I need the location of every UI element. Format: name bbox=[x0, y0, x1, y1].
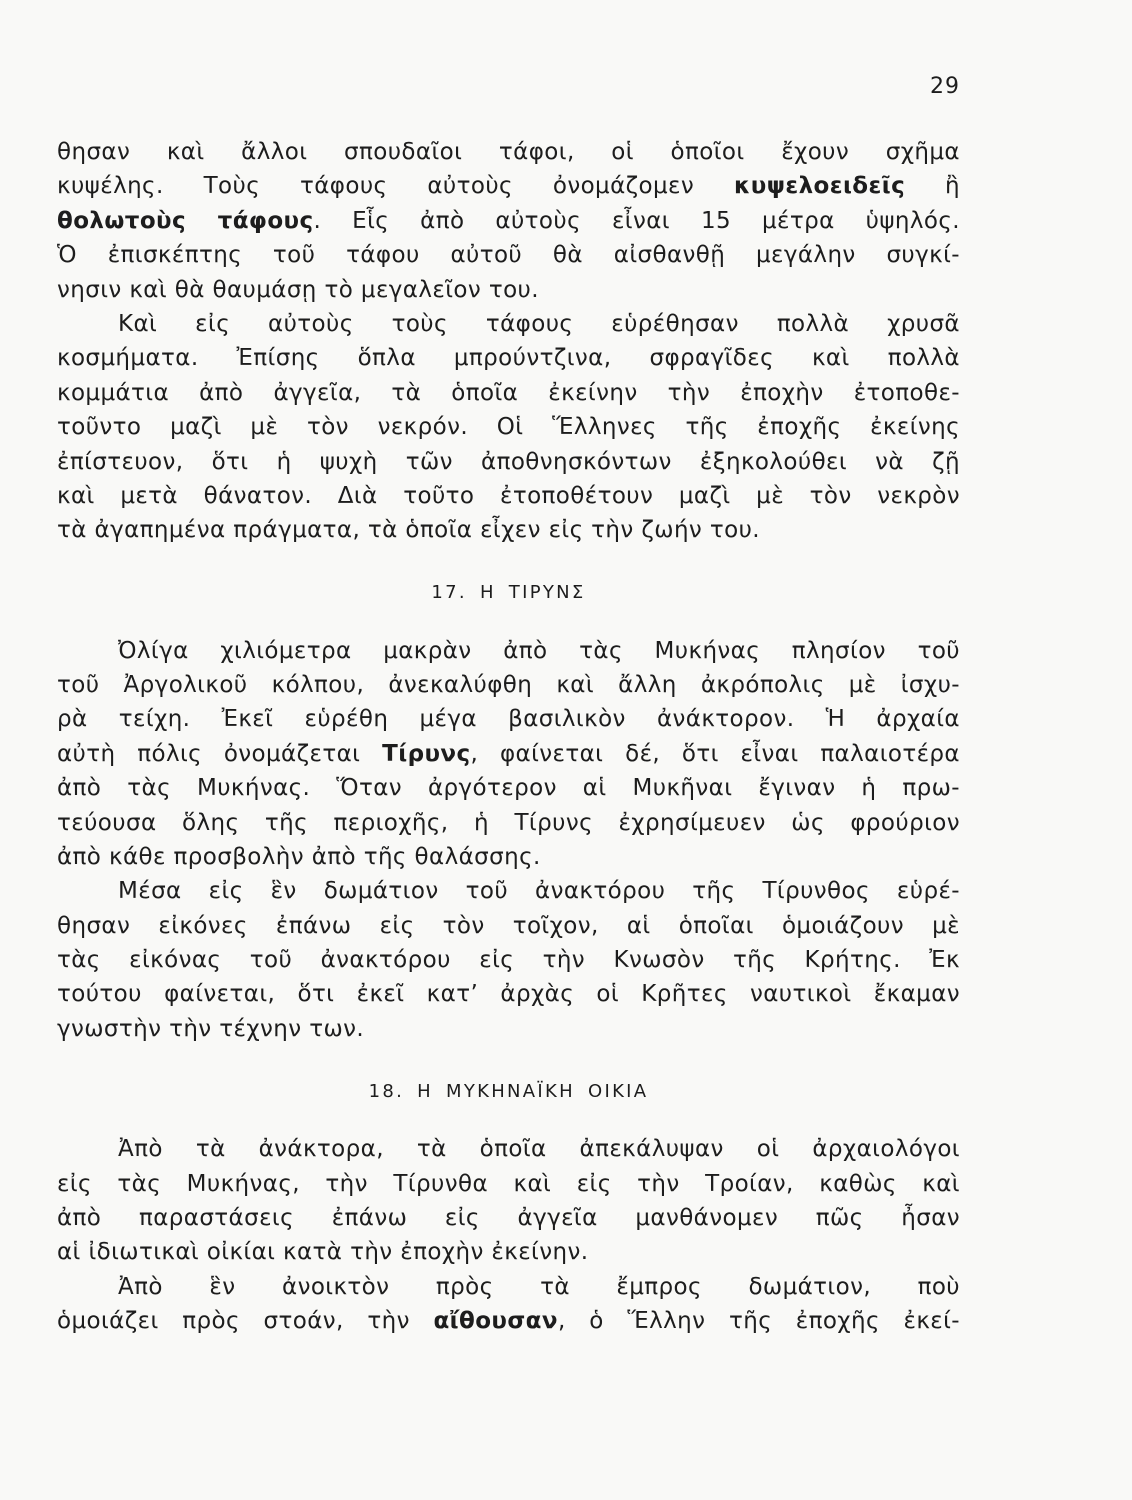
text-line bbox=[57, 1304, 960, 1338]
text-line: νησιν καὶ θὰ θαυμάσῃ τὸ μεγαλεῖον του. bbox=[57, 276, 539, 303]
bold-term: κυψελοειδεῖς bbox=[734, 173, 906, 200]
text-line: Ἀπὸ τὰ ἀνάκτορα, τὰ ὁποῖα ἀπεκάλυψαν οἱ ἀρχαιολόγοι bbox=[118, 1136, 960, 1163]
section-heading: 17. Η ΤΙΡΥΝΣ bbox=[431, 582, 586, 604]
text-line: τὰς εἰκόνας τοῦ ἀνακτόρου εἰς τὴν Κνωσὸν τῆς Κρήτης. Ἐκ bbox=[57, 947, 960, 974]
text-line: κομμάτια ἀπὸ ἀγγεῖα, τὰ ὁποῖα ἐκείνην τὴν ἐποχὴν ἐτοποθε- bbox=[57, 379, 960, 406]
paragraph bbox=[57, 1270, 960, 1339]
paragraph bbox=[57, 634, 960, 875]
text-line: Καὶ εἰς αὐτοὺς τοὺς τάφους εὑρέθησαν πολλὰ χρυσᾶ bbox=[118, 310, 960, 337]
text-line: καὶ μετὰ θάνατον. Διὰ τοῦτο ἐτοποθέτουν μαζὶ μὲ τὸν νεκρὸν bbox=[57, 482, 960, 509]
text-line: κοσμήματα. Ἐπίσης ὅπλα μπρούντζινα, σφραγῖδες καὶ πολλὰ bbox=[57, 345, 960, 372]
bold-term: Τίρυνς bbox=[382, 740, 471, 767]
text-line: τὰ ἀγαπημένα πράγματα, τὰ ὁποῖα εἶχεν εἰς τὴν ζωήν του. bbox=[57, 517, 761, 544]
text-run: . Εἷς ἀπὸ αὐτοὺς εἶναι 15 μέτρα ὑψηλός. bbox=[313, 207, 960, 234]
text-line: θησαν καὶ ἄλλοι σπουδαῖοι τάφοι, οἱ ὁποῖοι ἔχουν σχῆμα bbox=[57, 139, 960, 165]
text-line: Ὁ ἐπισκέπτης τοῦ τάφου αὐτοῦ θὰ αἰσθανθῇ μεγάλην συγκί- bbox=[57, 242, 960, 269]
text-line bbox=[57, 169, 960, 203]
text-line: ἐπίστευον, ὅτι ἡ ψυχὴ τῶν ἀποθνησκόντων ἐξηκολούθει νὰ ζῇ bbox=[57, 448, 960, 475]
text-run: ὁμοιάζει πρὸς στοάν, τὴν bbox=[57, 1308, 434, 1335]
paragraph bbox=[57, 1132, 960, 1270]
bold-term: θολωτοὺς τάφους bbox=[57, 207, 314, 234]
text-line: ἀπὸ τὰς Μυκήνας. Ὅταν ἀργότερον αἱ Μυκῆναι ἔγιναν ἡ πρω- bbox=[57, 775, 960, 802]
text-line: γνωστὴν τὴν τέχνην των. bbox=[57, 1015, 365, 1042]
paragraph bbox=[57, 874, 960, 1046]
text-line: Μέσα εἰς ἓν δωμάτιον τοῦ ἀνακτόρου τῆς Τίρυνθος εὑρέ- bbox=[118, 878, 960, 905]
text-run: , ὁ Ἕλλην τῆς ἐποχῆς ἐκεί- bbox=[557, 1308, 960, 1335]
text-run: αὐτὴ πόλις ὀνομάζεται bbox=[57, 740, 383, 767]
text-line: ἀπὸ κάθε προσβολὴν ἀπὸ τῆς θαλάσσης. bbox=[57, 843, 541, 870]
page-number: 29 bbox=[930, 74, 960, 99]
paragraph bbox=[57, 135, 960, 307]
text-run: κυψέλης. Τοὺς τάφους αὐτοὺς ὀνομάζομεν bbox=[57, 173, 735, 200]
text-line bbox=[57, 737, 960, 771]
paragraph bbox=[57, 307, 960, 548]
text-line: ρὰ τείχη. Ἐκεῖ εὑρέθη μέγα βασιλικὸν ἀνάκτορον. Ἡ ἀρχαία bbox=[57, 706, 960, 733]
text-line: θησαν εἰκόνες ἐπάνω εἰς τὸν τοῖχον, αἱ ὁποῖαι ὁμοιάζουν μὲ bbox=[57, 912, 960, 939]
text-line: εἰς τὰς Μυκήνας, τὴν Τίρυνθα καὶ εἰς τὴν Τροίαν, καθὼς καὶ bbox=[57, 1170, 960, 1197]
text-run: , φαίνεται δέ, ὅτι εἶναι παλαιοτέρα bbox=[470, 740, 960, 767]
page-text bbox=[57, 135, 960, 1339]
text-line: τοῦντο μαζὶ μὲ τὸν νεκρόν. Οἱ Ἕλληνες τῆς ἐποχῆς ἐκείνης bbox=[57, 414, 960, 441]
text-line: τεύουσα ὅλης τῆς περιοχῆς, ἡ Τίρυνς ἐχρησίμευεν ὡς φρούριον bbox=[57, 809, 960, 836]
text-line bbox=[57, 204, 960, 238]
text-line: αἱ ἰδιωτικαὶ οἰκίαι κατὰ τὴν ἐποχὴν ἐκείνην. bbox=[57, 1239, 589, 1266]
text-line: τούτου φαίνεται, ὅτι ἐκεῖ κατ’ ἀρχὰς οἱ Κρῆτες ναυτικοὶ ἔκαμαν bbox=[57, 981, 960, 1008]
text-run: ἢ bbox=[905, 173, 960, 200]
bold-term: αἴθουσαν bbox=[433, 1308, 558, 1335]
text-line: τοῦ Ἀργολικοῦ κόλπου, ἀνεκαλύφθη καὶ ἄλλη ἀκρόπολις μὲ ἰσχυ- bbox=[57, 671, 960, 698]
section-heading: 18. Η ΜΥΚΗΝΑΪΚΗ ΟΙΚΙΑ bbox=[368, 1080, 649, 1102]
text-line: Ἀπὸ ἓν ἀνοικτὸν πρὸς τὰ ἔμπρος δωμάτιον, ποὺ bbox=[118, 1273, 960, 1300]
text-line: ἀπὸ παραστάσεις ἐπάνω εἰς ἀγγεῖα μανθάνομεν πῶς ἦσαν bbox=[57, 1204, 960, 1231]
text-line: Ὀλίγα χιλιόμετρα μακρὰν ἀπὸ τὰς Μυκήνας πλησίον τοῦ bbox=[118, 637, 960, 664]
